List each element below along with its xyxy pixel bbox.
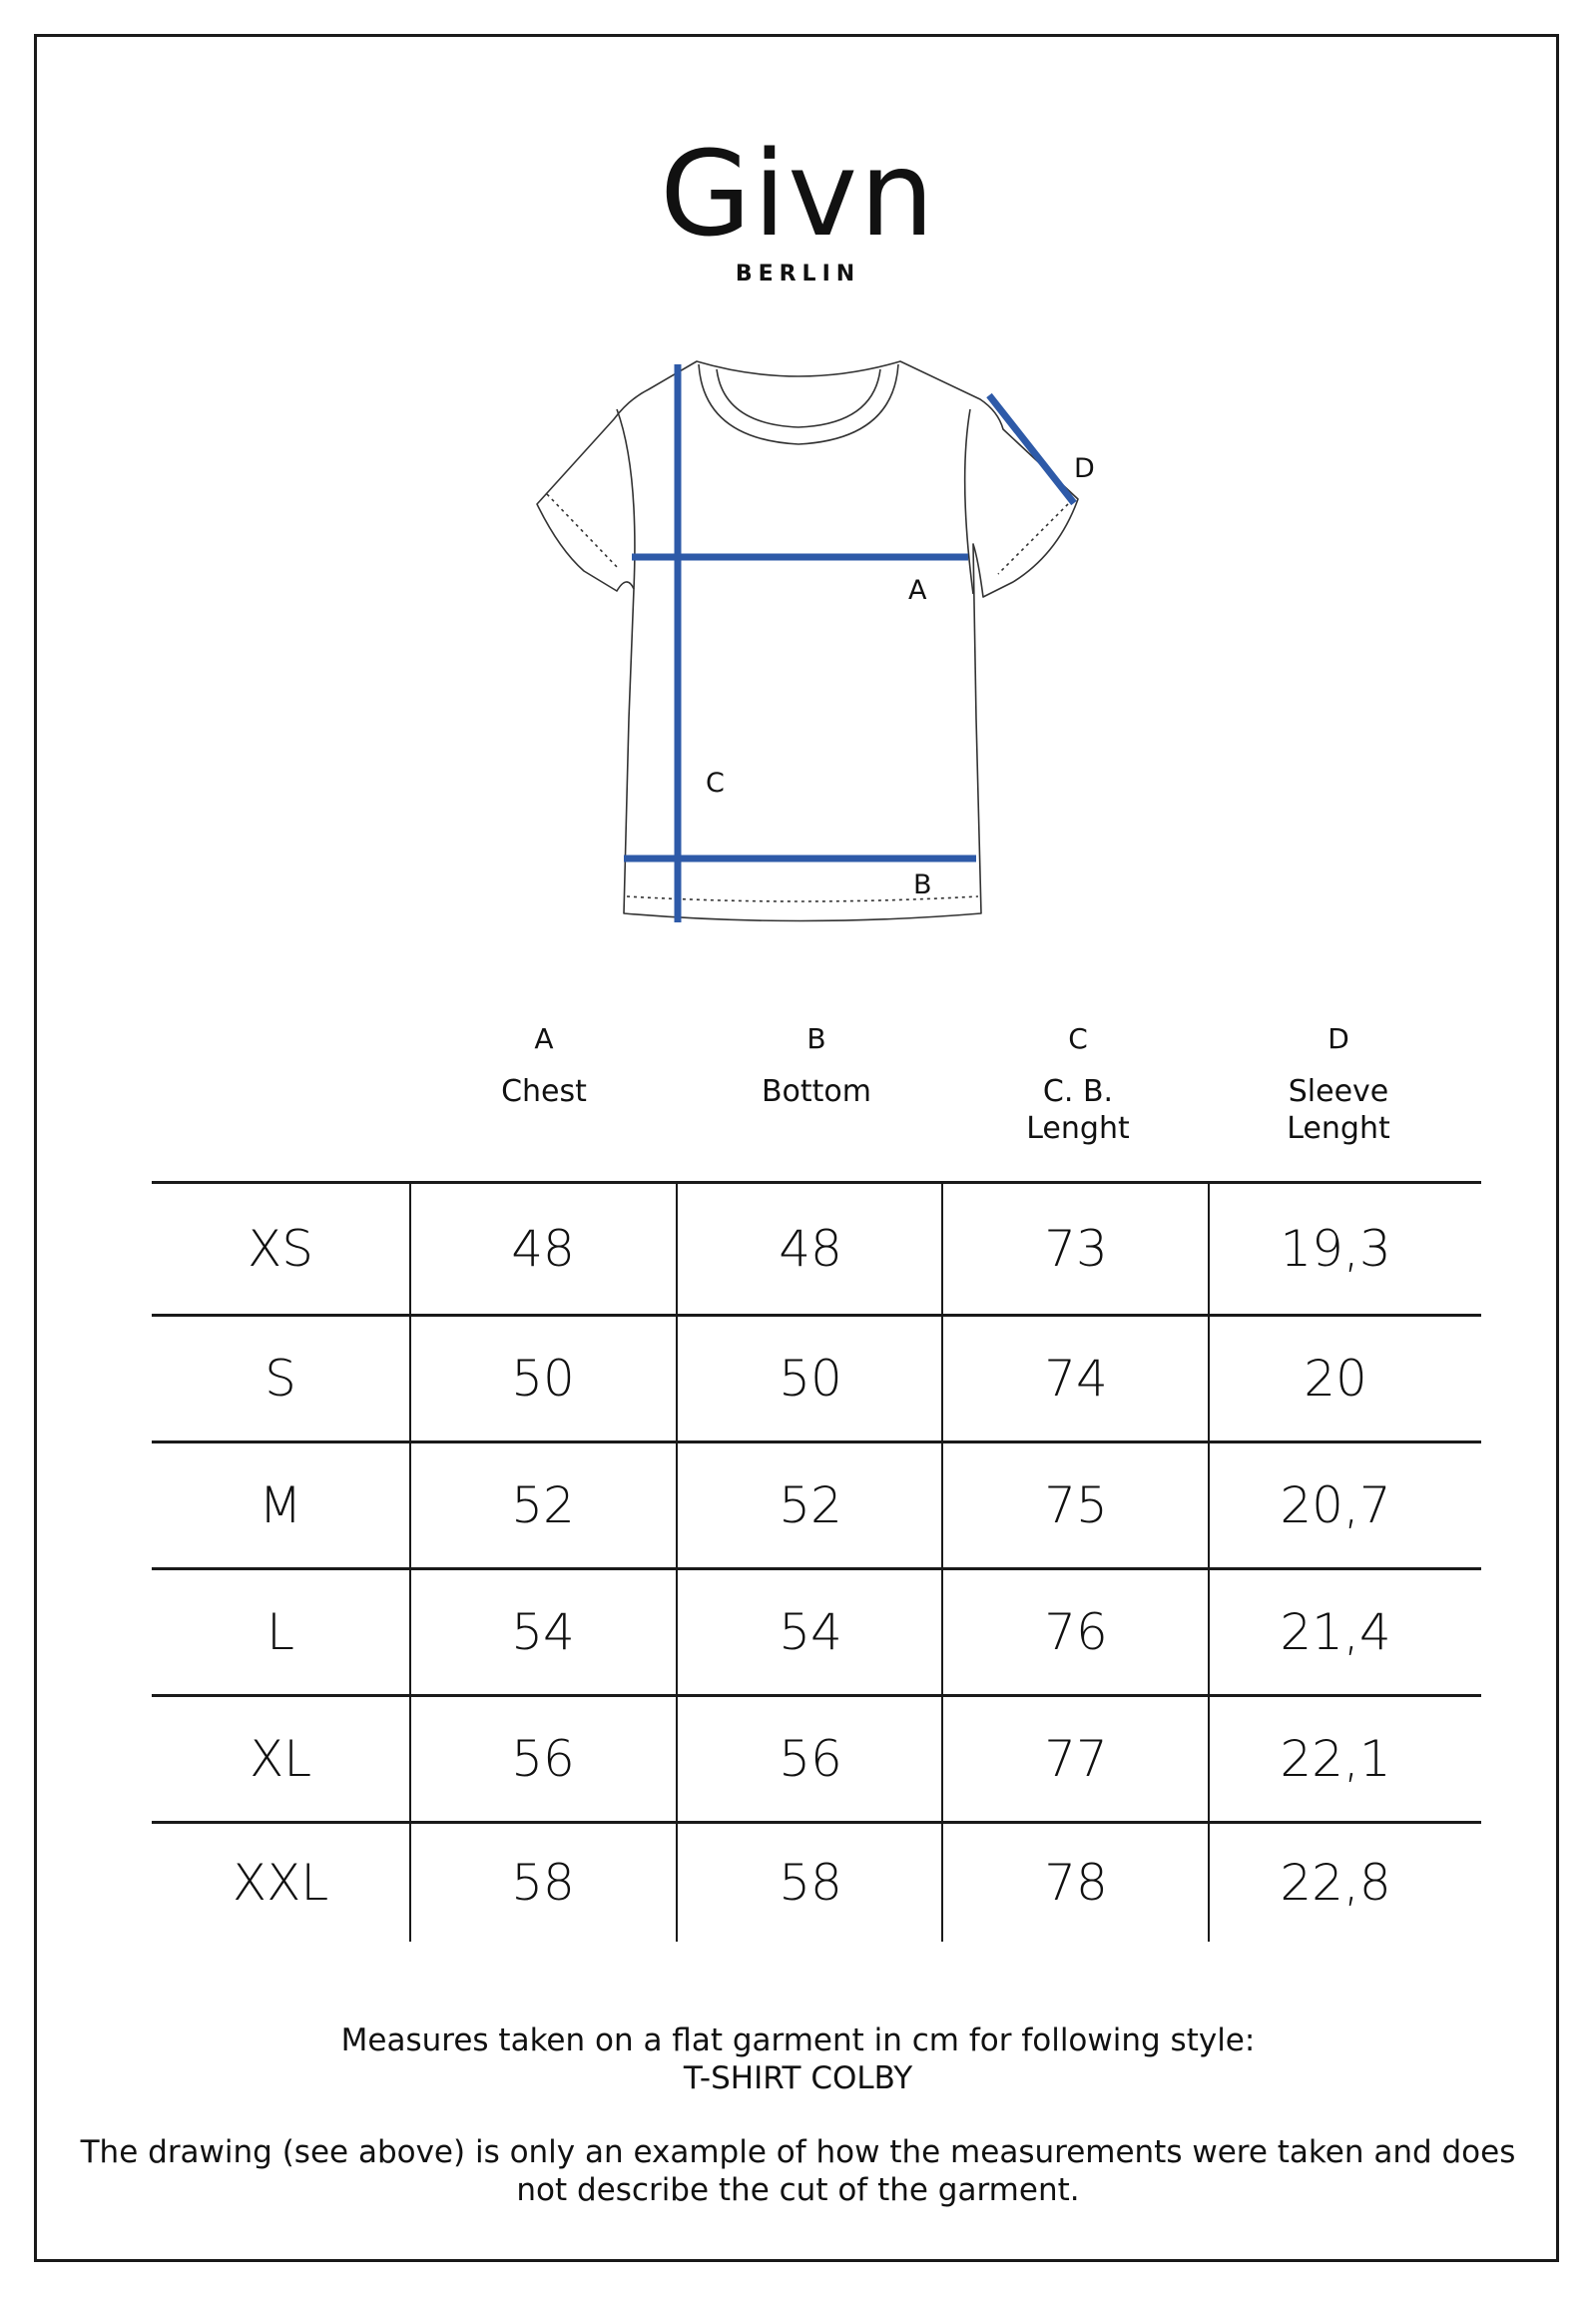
- column-letter-c: C: [1068, 1022, 1088, 1055]
- note-disclaimer-line2: not describe the cut of the garment.: [516, 2172, 1080, 2208]
- diagram-label-b: B: [913, 869, 932, 900]
- sleeve-length-cell: 20: [1304, 1350, 1367, 1408]
- size-cell: S: [265, 1350, 296, 1408]
- left-sleeve-seam: [617, 409, 635, 589]
- cb-length-cell: 75: [1044, 1476, 1108, 1534]
- table-row-xs: [152, 1181, 1481, 1314]
- bottom-cell: 58: [779, 1854, 842, 1912]
- cb-length-cell: 74: [1044, 1350, 1108, 1408]
- diagram-label-d: D: [1074, 453, 1095, 484]
- bottom-cell: 52: [779, 1476, 842, 1534]
- sleeve-length-cell: 20,7: [1280, 1476, 1391, 1534]
- size-table: [152, 1181, 1481, 1942]
- table-row-xxl: [152, 1821, 1481, 1942]
- size-cell: M: [259, 1476, 302, 1534]
- brand-subtitle: BERLIN: [735, 262, 861, 287]
- chest-cell: 58: [511, 1854, 575, 1912]
- bottom-cell: 56: [779, 1730, 842, 1788]
- tshirt-outline: [537, 361, 1078, 921]
- sleeve-length-cell: 19,3: [1280, 1220, 1391, 1278]
- note-style-name: T-SHIRT COLBY: [683, 2060, 913, 2096]
- cb-length-cell: 73: [1044, 1220, 1108, 1278]
- column-header-sleeve-length-line1: Sleeve: [1288, 1074, 1389, 1109]
- right-sleeve-seam: [965, 409, 973, 594]
- note-measures: Measures taken on a flat garment in cm for following style:: [340, 2022, 1256, 2058]
- table-row-m: [152, 1440, 1481, 1567]
- chest-cell: 54: [511, 1603, 575, 1661]
- diagram-label-a: A: [908, 575, 927, 606]
- column-header-bottom: Bottom: [761, 1074, 872, 1109]
- chest-cell: 56: [511, 1730, 575, 1788]
- bottom-cell: 48: [779, 1220, 842, 1278]
- table-row-l: [152, 1567, 1481, 1694]
- cb-length-cell: 77: [1044, 1730, 1108, 1788]
- size-cell: L: [266, 1603, 294, 1661]
- measure-line-d: [989, 395, 1074, 503]
- bottom-cell: 54: [779, 1603, 842, 1661]
- column-letter-a: A: [534, 1022, 554, 1055]
- chest-cell: 52: [511, 1476, 575, 1534]
- bottom-cell: 50: [779, 1350, 842, 1408]
- size-cell: XL: [249, 1730, 312, 1788]
- column-letter-b: B: [806, 1022, 826, 1055]
- brand-logo: Givn: [660, 125, 936, 263]
- cb-length-cell: 78: [1044, 1854, 1108, 1912]
- column-header-sleeve-length-line2: Lenght: [1287, 1111, 1390, 1146]
- sleeve-length-cell: 22,1: [1280, 1730, 1391, 1788]
- column-header-cb-length-line1: C. B.: [1042, 1074, 1114, 1109]
- table-row-xl: [152, 1694, 1481, 1821]
- column-header-sleeve-length: [1219, 1073, 1458, 1147]
- column-header-cb-length: [958, 1073, 1198, 1147]
- diagram-label-c: C: [706, 768, 725, 799]
- note-disclaimer-line1: The drawing (see above) is only an example of how the measurements were taken and does: [80, 2134, 1516, 2170]
- chest-cell: 48: [511, 1220, 575, 1278]
- sleeve-length-cell: 21,4: [1280, 1603, 1391, 1661]
- chest-cell: 50: [511, 1350, 575, 1408]
- cb-length-cell: 76: [1044, 1603, 1108, 1661]
- column-header-cb-length-line2: Lenght: [1026, 1111, 1130, 1146]
- size-cell: XXL: [232, 1854, 329, 1912]
- column-letter-d: D: [1328, 1022, 1349, 1055]
- size-cell: XS: [248, 1220, 313, 1278]
- sleeve-length-cell: 22,8: [1280, 1854, 1391, 1912]
- column-header-chest: Chest: [501, 1074, 587, 1109]
- tshirt-diagram: [0, 0, 1596, 948]
- table-row-s: [152, 1314, 1481, 1440]
